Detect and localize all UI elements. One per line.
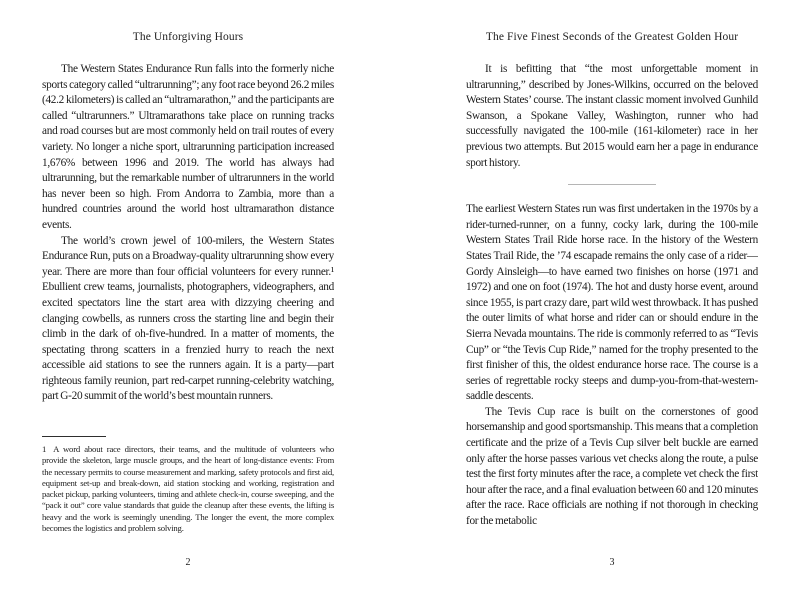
page-number-right: 3 bbox=[609, 557, 615, 568]
footnote-rule bbox=[42, 436, 106, 437]
footnote bbox=[42, 444, 334, 534]
paragraph: The Western States Endurance Run falls into the formerly niche sports category called “ultrarunning”; any foot race beyond 26.2 miles (42.2 kilometers) is called an “ultramarathon,” and the participants are called “ultrarunners.” Ultramarathons take place on running tracks and road courses but are most commonly held on trail routes of every variety. No longer a niche sport, ultrarunning participation increased 1,676% between 1996 and 2019. The world has always had ultrarunning, but the remarkable number of ultrarunners in the world has never been so high. From Andorra to Zambia, more than a hundred countries around the world host ultramarathon distance events. bbox=[42, 63, 334, 231]
paragraph: It is befitting that “the most unforgettable moment in ultrarunning,” described by Jones-Wilkins, occurred on the beloved Western States’ course. The instant classic moment involved Gunhild Swanson, a Spokane Valley, Washington, runner who had successfully navigated the 100-mile (161-kilometer) race in her previous two attempts. But 2015 would earn her a page in endurance sport history. bbox=[466, 63, 758, 169]
running-head-left: The Unforgiving Hours bbox=[132, 31, 244, 43]
page-right bbox=[466, 0, 758, 600]
running-head-right: The Five Finest Seconds of the Greatest Golden Hour bbox=[485, 31, 739, 43]
paragraph: The Tevis Cup race is built on the cornerstones of good horsemanship and good sportsmanship. This means that a completion certificate and the prize of a Tevis Cup silver belt buckle are earned only after the horse passes various vet checks along the route, a pulse test the first forty minutes after the race, a complete vet check the first hour after the race, and a final evaluation between 60 and 120 minutes after the race. Race officials are nothing if not thorough in checking for the metabolic bbox=[466, 405, 758, 528]
paragraph: The world’s crown jewel of 100-milers, the Western States Endurance Run, puts on a Broadway-quality ultrarunning show every year. There are more than four official volunteers for every runner.¹ Ebullient crew teams, journalists, photographers, videographers, and excited spectators line the start area with dizzying cheering and clanging cowbells, as runners cross the starting line and begin their climb in the dark of oh-five-hundred. In a matter of moments, the spectating throng scatters in a frenzied hurry to reach the next accessible aid stations to see the runners again. It is a party—part righteous family reunion, part red-carpet running-celebrity watching, part G-20 summit of the world’s best mountain runners. bbox=[42, 234, 334, 403]
page-left-body bbox=[42, 62, 334, 405]
footnote-marker: 1 bbox=[42, 444, 47, 454]
page-right-body bbox=[466, 62, 758, 530]
page-number-left: 2 bbox=[185, 557, 191, 568]
footnote-text: A word about race directors, their teams, and the multitude of volunteers who provide the skeleton, large muscle groups, and the heart of long-distance events: From the necessary permits to course measurement and marking, safety protocols and first aid, equipment set-up and break-down, aid station stocking and working, registration and packet pickup, parking volunteers, timing and athlete check-in, course sweeping, and the “pack it out” core value standards that guide the cleanup after these events, the lifting is heavy and the work is seemingly unending. The longer the event, the more complex becomes the logistics and problem solving. bbox=[42, 444, 334, 534]
paragraph: The earliest Western States run was first undertaken in the 1970s by a rider-turned-runner, on a funny, cocky lark, during the 100-mile Western States Trail Ride horse race. In the history of the Western States Trail Ride, the ’74 escapade remains the only case of a rider—Gordy Ainsleigh—to have earned two finishes on horse (1971 and 1972) and one on foot (1974). The hot and dusty horse event, around since 1955, is part crazy dare, part wild west throwback. It has pushed the outer limits of what horse and rider can or should endure in the Sierra Nevada mountains. The ride is commonly referred to as “Tevis Cup” or “the Tevis Cup Ride,” named for the trophy presented to the first finisher of this, the oldest endurance horse race. The course is a series of regrettable rocky steeps and dump-you-from-that-western-saddle descents. bbox=[466, 203, 758, 403]
footnote-block bbox=[42, 436, 334, 534]
section-divider bbox=[568, 184, 656, 185]
page-left bbox=[42, 0, 334, 600]
